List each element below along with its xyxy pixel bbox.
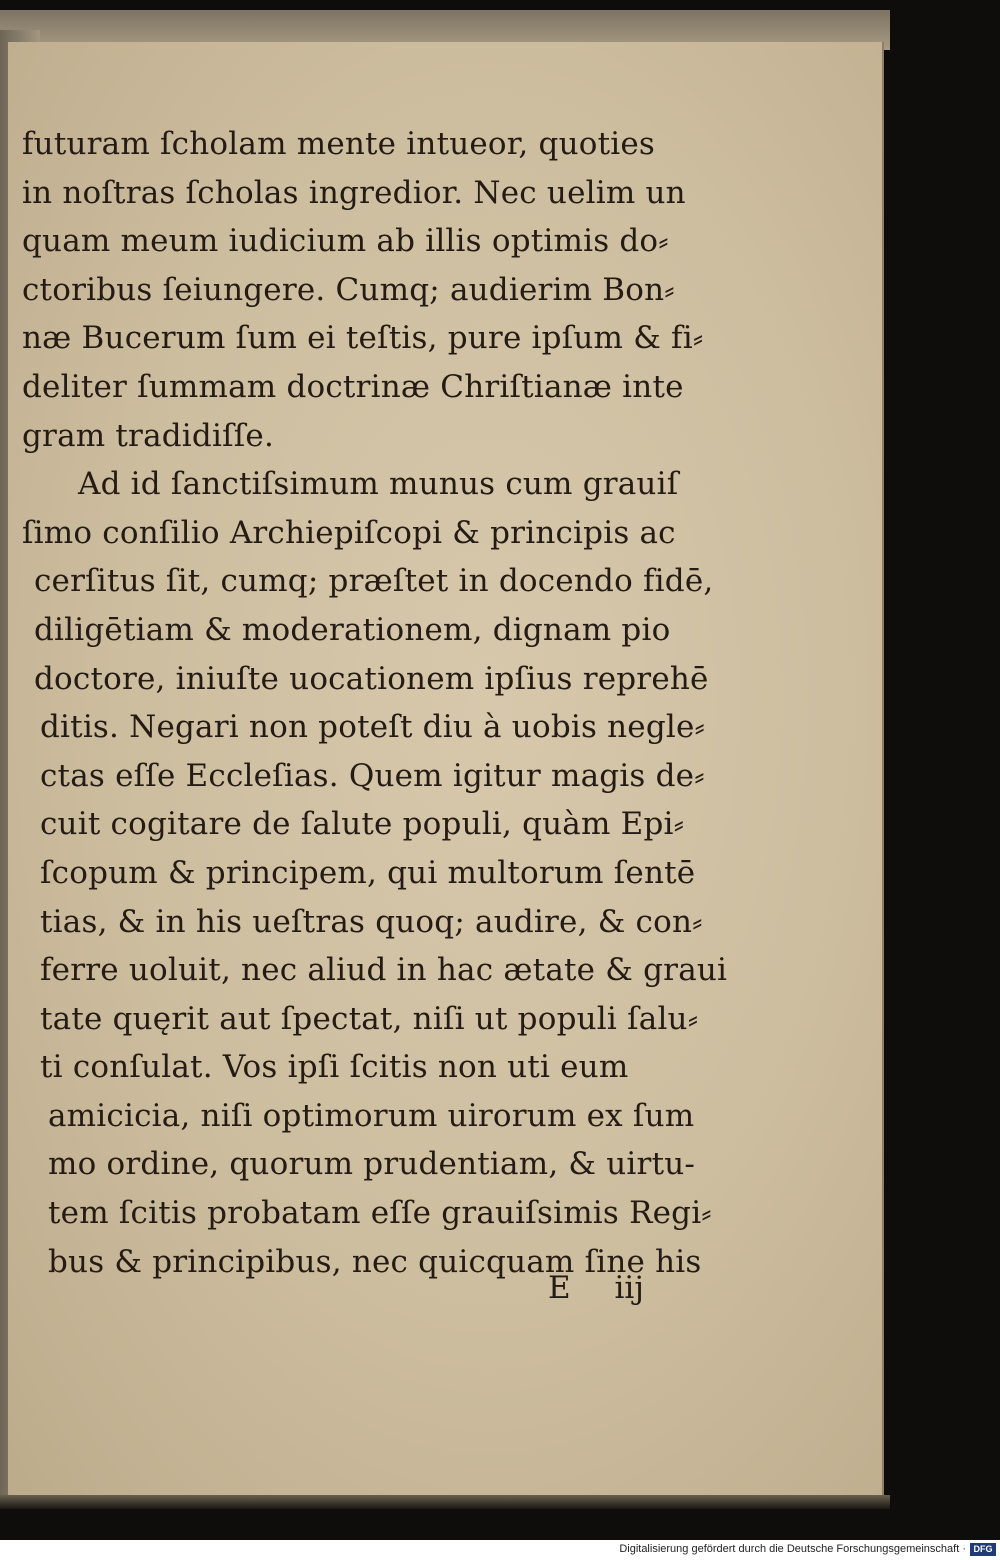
text-line: mo ordine, quorum prudentiam, & uirtu- <box>48 1146 696 1183</box>
funding-credit: Digitalisierung gefördert durch die Deutsche Forschungsgemeinschaft · <box>619 1543 966 1555</box>
text-line: ditis. Negari non poteſt diu à uobis negle⸗ <box>40 709 706 746</box>
text-line: cuit cogitare de ſalute populi, quàm Epi⸗ <box>40 806 685 843</box>
text-line: diligētiam & moderationem, dignam pio <box>34 611 671 648</box>
paragraph-start-line: Ad id ſanctiſsimum munus cum grauiſ <box>78 466 679 503</box>
text-line: tate quęrit aut ſpectat, niſi ut populi ſalu⸗ <box>40 1000 699 1037</box>
page-text <box>22 120 742 1286</box>
text-line: ſimo conſilio Archiepiſcopi & principis ac <box>22 514 676 551</box>
signature-line <box>548 1270 644 1306</box>
text-line: cerſitus ſit, cumq; præſtet in docendo fidē, <box>34 563 714 600</box>
text-line: amicicia, niſi optimorum uirorum ex ſum <box>48 1097 695 1134</box>
text-line: deliter ſummam doctrinæ Chriſtianæ inte <box>22 368 684 405</box>
text-line: futuram ſcholam mente intueor, quoties <box>22 126 656 162</box>
text-line: ſcopum & principem, qui multorum ſentē <box>40 854 696 891</box>
text-line: næ Bucerum ſum ei teſtis, pure ipſum & fi⸗ <box>22 320 704 357</box>
dfg-logo-icon: DFG <box>970 1543 996 1556</box>
page-bottom-shadow <box>0 1495 890 1509</box>
text-line: tem ſcitis probatam eſſe grauiſsimis Regi⸗ <box>48 1195 712 1232</box>
folio-number: iij <box>614 1270 644 1306</box>
text-line: ferre uoluit, nec aliud in hac ætate & graui <box>40 952 728 989</box>
text-line: ctoribus ſeiungere. Cumq; audierim Bon⸗ <box>22 271 675 308</box>
text-line: in noſtras ſcholas ingredior. Nec uelim un <box>22 174 686 211</box>
text-line: ti conſulat. Vos ipſi ſcitis non uti eum <box>40 1049 629 1086</box>
text-line: bus & principibus, nec quicquam ſine his <box>48 1243 702 1280</box>
text-line: tias, & in his ueſtras quoq; audire, & con⸗ <box>40 903 703 940</box>
text-line: gram tradidiſſe. <box>22 417 275 454</box>
signature-mark: E <box>548 1270 571 1306</box>
text-line: doctore, iniuſte uocationem ipſius reprehē <box>34 660 709 697</box>
text-line: ctas eſſe Eccleſias. Quem igitur magis de⸗ <box>40 757 705 794</box>
text-line: quam meum iudicium ab illis optimis do⸗ <box>22 223 669 260</box>
